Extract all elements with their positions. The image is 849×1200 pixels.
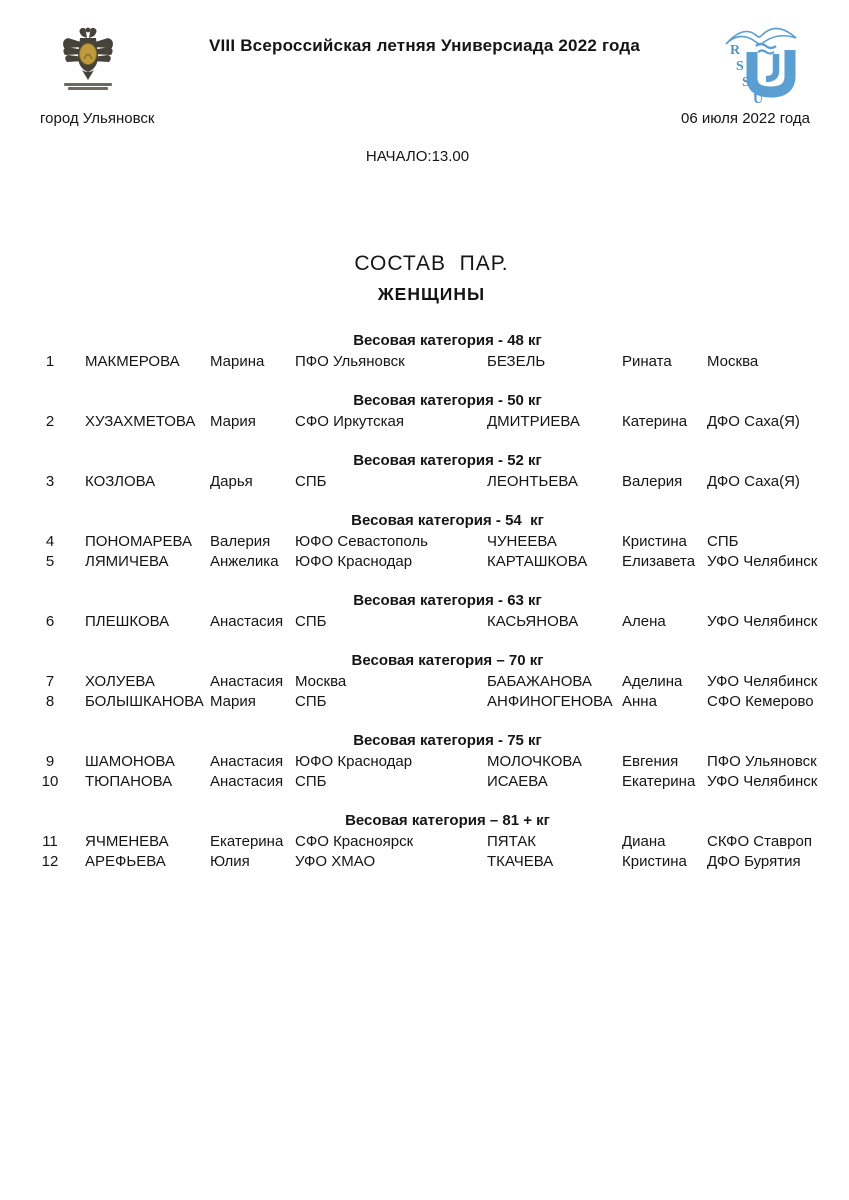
cell-name2: Алена [622, 613, 666, 630]
weight-section [0, 591, 849, 632]
cell-name2: Кристина [622, 853, 687, 870]
cell-surname2: БАБАЖАНОВА [487, 673, 592, 690]
weight-category-title: Весовая категория - 75 кг [353, 732, 542, 749]
city-label: город Ульяновск [40, 110, 155, 127]
cell-region1: СПБ [295, 613, 327, 630]
weight-category-title: Весовая категория - 50 кг [353, 392, 542, 409]
cell-region2: ПФО Ульяновск [707, 753, 817, 770]
cell-num: 1 [45, 353, 55, 370]
cell-surname1: КОЗЛОВА [85, 473, 156, 490]
cell-surname2: КАРТАШКОВА [487, 553, 588, 570]
cell-name1: Анастасия [210, 753, 284, 770]
cell-region1: ЮФО Севастополь [295, 533, 428, 550]
pair-row [0, 692, 849, 712]
cell-name2: Анна [622, 693, 657, 710]
cell-num: 7 [45, 673, 55, 690]
cell-surname1: ЯЧМЕНЕВА [85, 833, 169, 850]
cell-region2: СКФО Ставроп [707, 833, 812, 850]
cell-name2: Рината [622, 353, 672, 370]
pairs-table [0, 331, 849, 891]
cell-region2: ДФО Саха(Я) [707, 473, 800, 490]
pair-row [0, 852, 849, 872]
cell-num: 5 [45, 553, 55, 570]
cell-surname1: ЛЯМИЧЕВА [85, 553, 169, 570]
page-subtitle: ЖЕНЩИНЫ [377, 284, 486, 304]
cell-region2: Москва [707, 353, 759, 370]
cell-name1: Дарья [210, 473, 253, 490]
cell-num: 2 [45, 413, 55, 430]
cell-name1: Анжелика [210, 553, 279, 570]
cell-name1: Юлия [210, 853, 250, 870]
cell-region1: СПБ [295, 473, 327, 490]
weight-category-title: Весовая категория – 70 кг [351, 652, 544, 669]
pair-row [0, 832, 849, 852]
cell-name1: Марина [210, 353, 265, 370]
weight-section [0, 451, 849, 492]
cell-surname1: АРЕФЬЕВА [85, 853, 166, 870]
cell-surname2: ТКАЧЕВА [487, 853, 554, 870]
weight-category-title: Весовая категория - 48 кг [353, 332, 542, 349]
cell-name2: Валерия [622, 473, 683, 490]
cell-region1: СПБ [295, 773, 327, 790]
weight-section [0, 651, 849, 712]
cell-surname2: ЛЕОНТЬЕВА [487, 473, 578, 490]
cell-surname1: ХУЗАХМЕТОВА [85, 413, 196, 430]
cell-name2: Катерина [622, 413, 688, 430]
cell-region2: УФО Челябинск [707, 673, 818, 690]
cell-name1: Мария [210, 693, 256, 710]
cell-surname2: АНФИНОГЕНОВА [487, 693, 613, 710]
cell-num: 9 [45, 753, 55, 770]
cell-num: 4 [45, 533, 55, 550]
pair-row [0, 612, 849, 632]
meta-line [40, 110, 810, 127]
cell-name2: Елизавета [622, 553, 696, 570]
cell-name2: Екатерина [622, 773, 696, 790]
cell-num: 6 [45, 613, 55, 630]
cell-name1: Анастасия [210, 613, 284, 630]
weight-category-title: Весовая категория - 52 кг [353, 452, 542, 469]
cell-num: 11 [42, 833, 58, 850]
cell-surname2: ПЯТАК [487, 833, 537, 850]
cell-surname1: МАКМЕРОВА [85, 353, 180, 370]
cell-surname1: БОЛЫШКАНОВА [85, 693, 204, 710]
rssu-seagull-icon [712, 18, 812, 106]
cell-surname2: ДМИТРИЕВА [487, 413, 580, 430]
cell-surname2: МОЛОЧКОВА [487, 753, 582, 770]
ministry-caption-lines [63, 83, 113, 90]
pair-row [0, 752, 849, 772]
cell-name1: Мария [210, 413, 256, 430]
pair-row [0, 772, 849, 792]
cell-name1: Екатерина [210, 833, 284, 850]
cell-surname1: ХОЛУЕВА [85, 673, 155, 690]
cell-surname1: ПОНОМАРЕВА [85, 533, 192, 550]
weight-category-title: Весовая категория – 81 + кг [345, 812, 550, 829]
date-label: 06 июля 2022 года [681, 110, 810, 127]
rssu-letter-u: U [753, 92, 764, 106]
cell-region1: ЮФО Краснодар [295, 553, 413, 570]
pair-row [0, 412, 849, 432]
cell-num: 12 [41, 853, 59, 870]
pair-row [0, 532, 849, 552]
rssu-logo [712, 18, 812, 106]
cell-num: 3 [45, 473, 55, 490]
rssu-letter-r: R [730, 43, 741, 58]
weight-category-title: Весовая категория - 63 кг [353, 592, 542, 609]
rssu-letter-s2: S [742, 75, 750, 90]
cell-region1: ПФО Ульяновск [295, 353, 405, 370]
event-title: VIII Всероссийская летняя Универсиада 2022 года [208, 36, 641, 55]
cell-region2: СФО Кемерово [707, 693, 814, 710]
cell-region1: СФО Иркутская [295, 413, 404, 430]
cell-num: 8 [45, 693, 55, 710]
start-time-label: НАЧАЛО:13.00 [365, 148, 470, 165]
pair-row [0, 472, 849, 492]
cell-region2: ДФО Бурятия [707, 853, 801, 870]
cell-region1: СФО Красноярск [295, 833, 414, 850]
weight-section [0, 331, 849, 372]
cell-surname2: ИСАЕВА [487, 773, 548, 790]
weight-section [0, 511, 849, 572]
cell-surname1: ШАМОНОВА [85, 753, 175, 770]
cell-region1: СПБ [295, 693, 327, 710]
cell-name2: Кристина [622, 533, 687, 550]
cell-surname2: БЕЗЕЛЬ [487, 353, 546, 370]
page-title: СОСТАВ ПАР. [354, 252, 509, 275]
cell-surname2: КАСЬЯНОВА [487, 613, 579, 630]
cell-region2: УФО Челябинск [707, 773, 818, 790]
pair-row [0, 352, 849, 372]
cell-name2: Аделина [622, 673, 683, 690]
cell-region2: СПБ [707, 533, 739, 550]
rssu-letter-s1: S [736, 59, 744, 74]
cell-name2: Диана [622, 833, 666, 850]
cell-num: 10 [41, 773, 59, 790]
weight-section [0, 811, 849, 872]
cell-name2: Евгения [622, 753, 679, 770]
cell-surname2: ЧУНЕЕВА [487, 533, 557, 550]
weight-section [0, 731, 849, 792]
cell-region1: ЮФО Краснодар [295, 753, 413, 770]
weight-category-title: Весовая категория - 54 кг [351, 512, 544, 529]
cell-region2: ДФО Саха(Я) [707, 413, 800, 430]
cell-surname1: ТЮПАНОВА [85, 773, 173, 790]
weight-section [0, 391, 849, 432]
cell-name1: Анастасия [210, 673, 284, 690]
pair-row [0, 552, 849, 572]
cell-region1: Москва [295, 673, 347, 690]
cell-name1: Валерия [210, 533, 271, 550]
cell-name1: Анастасия [210, 773, 284, 790]
cell-region1: УФО ХМАО [295, 853, 376, 870]
pair-row [0, 672, 849, 692]
cell-region2: УФО Челябинск [707, 613, 818, 630]
cell-surname1: ПЛЕШКОВА [85, 613, 170, 630]
cell-region2: УФО Челябинск [707, 553, 818, 570]
